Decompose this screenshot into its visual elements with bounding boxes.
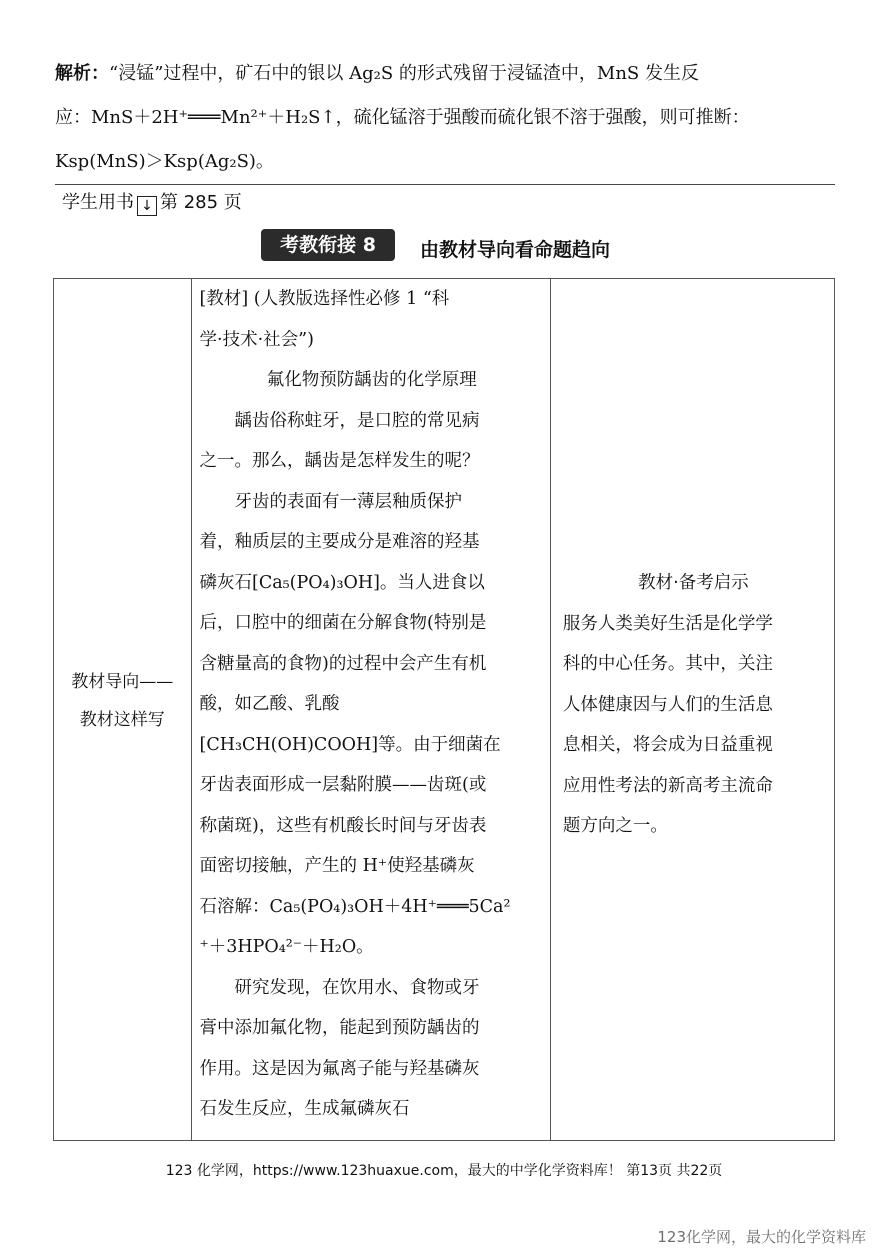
- middle-line: 面密切接触，产生的 H⁺使羟基磷灰: [199, 856, 475, 876]
- middle-line: 石溶解：Ca₅(PO₄)₃OH＋4H⁺═══5Ca²: [199, 896, 511, 917]
- left-label-line-2: 教材这样写: [79, 710, 165, 730]
- analysis-block: [55, 52, 835, 184]
- down-arrow-icon: ↓: [137, 196, 157, 216]
- site-watermark: 123化学网，最大的化学资料库: [657, 1228, 866, 1246]
- analysis-line-1: [55, 52, 835, 96]
- middle-line: 龋齿俗称蛀牙，是口腔的常见病: [234, 410, 480, 431]
- exam-hint-title: 教材·备考启示: [638, 573, 749, 593]
- middle-line: 后，口腔中的细菌在分解食物(特别是: [199, 613, 487, 633]
- middle-line: 着，釉质层的主要成分是难溶的羟基: [199, 532, 480, 552]
- page-footer: 123 化学网，https://www.123huaxue.com，最大的中学化学资料库！ 第13页 共22页: [165, 1163, 723, 1179]
- table-middle-cell: [191, 279, 550, 1141]
- middle-line: 牙齿表面形成一层黏附膜——齿斑(或: [199, 775, 487, 795]
- middle-line: [CH₃CH(OH)COOH]等。由于细菌在: [199, 734, 501, 755]
- middle-line: 研究发现，在饮用水、食物或牙: [234, 977, 480, 998]
- middle-line: 作用。这是因为氟离子能与羟基磷灰: [199, 1058, 480, 1079]
- section-badge: 考教衔接 8: [261, 229, 395, 261]
- analysis-line-3: Ksp(MnS)＞Ksp(Ag₂S)。: [55, 151, 274, 172]
- exam-hint-line: 息相关，将会成为日益重视: [562, 735, 773, 755]
- middle-line: ⁺＋3HPO₄²⁻＋H₂O。: [199, 937, 374, 957]
- analysis-line-2: 应：MnS＋2H⁺═══Mn²⁺＋H₂S↑，硫化锰溶于强酸而硫化银不溶于强酸，则可推断：: [55, 107, 750, 128]
- middle-line: 磷灰石[Ca₅(PO₄)₃OH]。当人进食以: [199, 572, 485, 593]
- exam-hint-line: 应用性考法的新高考主流命: [562, 775, 773, 796]
- textbook-source-line-1: [教材] (人教版选择性必修 1 “科: [199, 289, 450, 309]
- textbook-table: [53, 278, 835, 1141]
- analysis-line-1-text: “浸锰”过程中，矿石中的银以 Ag₂S 的形式残留于浸锰渣中，MnS 发生反: [109, 63, 699, 84]
- divider-line: [55, 184, 835, 185]
- middle-line: 称菌斑)，这些有机酸长时间与牙齿表: [199, 815, 487, 836]
- analysis-label: 解析：: [55, 63, 109, 84]
- table-right-cell: [550, 279, 834, 1141]
- left-label-line-1: 教材导向——: [71, 672, 174, 692]
- textbook-source-line-2: 学·技术·社会”): [199, 329, 314, 350]
- middle-line: 膏中添加氟化物，能起到预防龋齿的: [199, 1018, 480, 1038]
- table-left-cell: [54, 279, 192, 1141]
- exam-hint-line: 题方向之一。: [562, 816, 668, 836]
- section-title: 由教材导向看命题趋向: [420, 239, 611, 261]
- middle-line: 之一。那么，龋齿是怎样发生的呢？: [199, 451, 480, 471]
- middle-line: 酸，如乙酸、乳酸: [199, 694, 340, 714]
- article-title: 氟化物预防龋齿的化学原理: [266, 370, 477, 390]
- student-book-reference: [62, 188, 242, 216]
- middle-line: 牙齿的表面有一薄层釉质保护: [234, 491, 463, 512]
- middle-line: 含糖量高的食物)的过程中会产生有机: [199, 653, 487, 674]
- exam-hint-line: 人体健康因与人们的生活息: [562, 694, 773, 715]
- exam-hint-line: 科的中心任务。其中，关注: [562, 654, 773, 674]
- middle-line: 石发生反应，生成氟磷灰石: [199, 1099, 410, 1119]
- exam-hint-line: 服务人类美好生活是化学学: [562, 613, 773, 634]
- student-book-label: 学生用书: [62, 192, 134, 213]
- student-book-page: 第 285 页: [160, 192, 242, 213]
